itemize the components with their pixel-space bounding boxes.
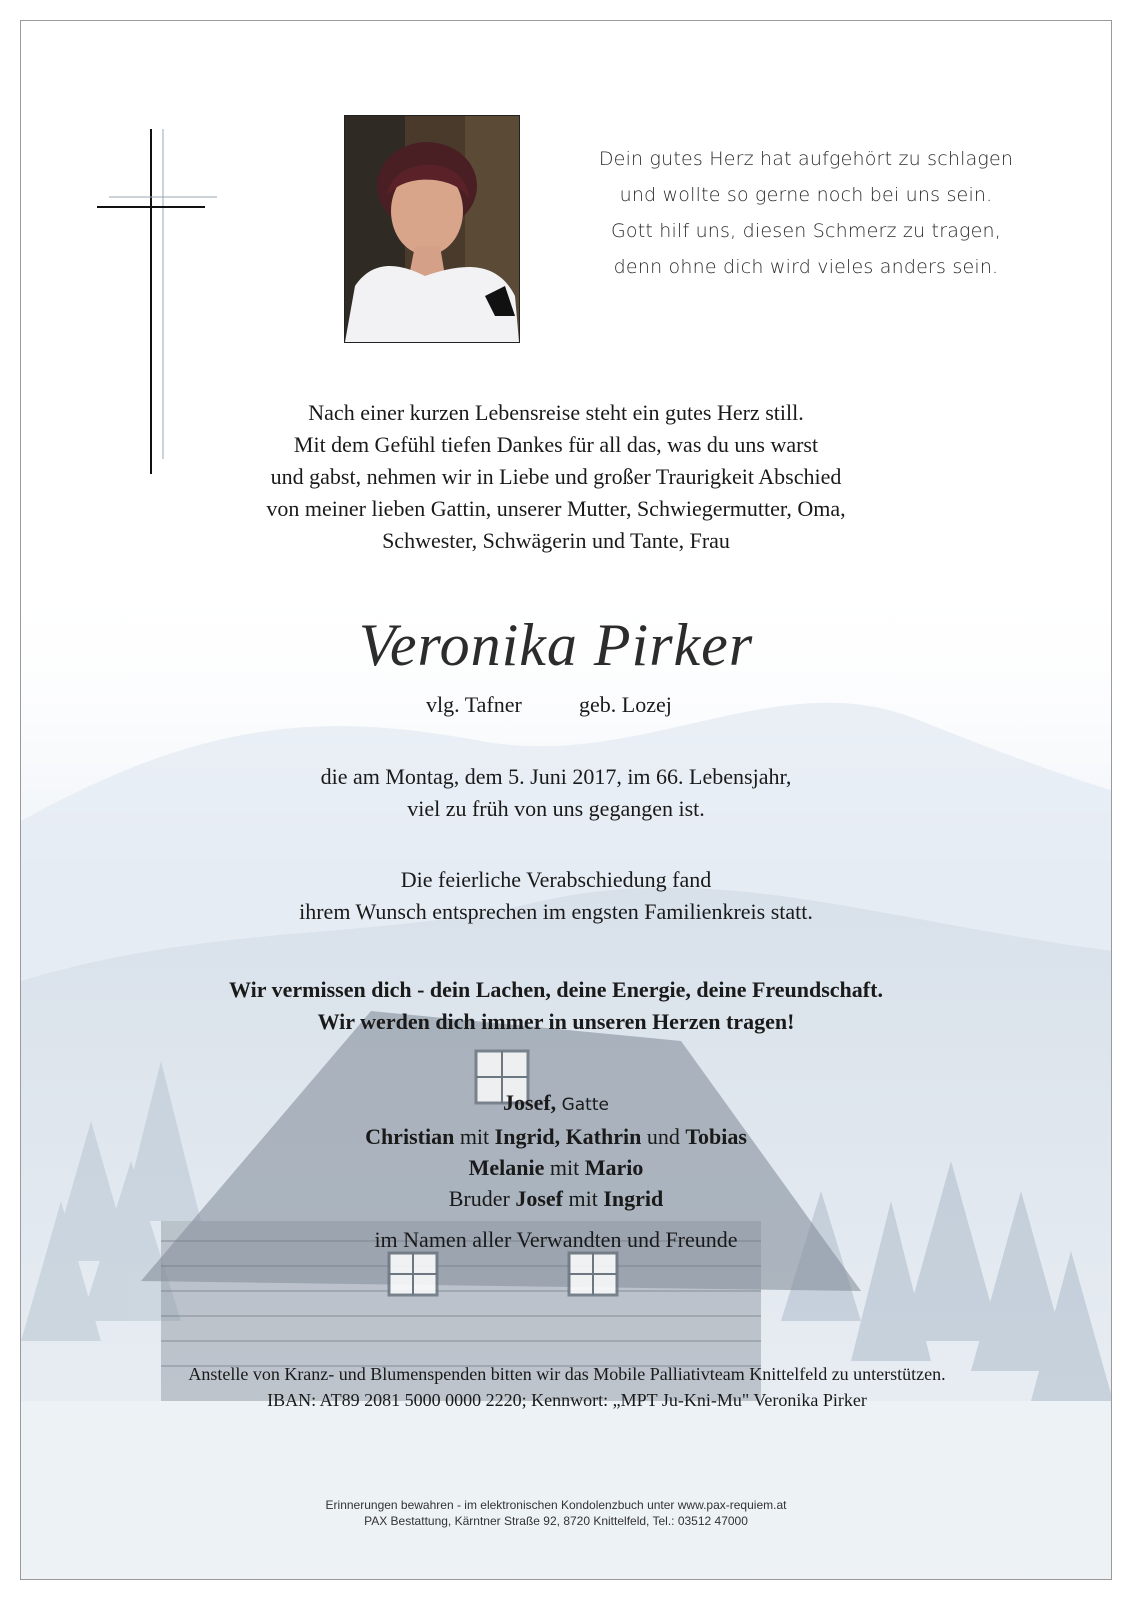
family-relation: Bruder	[448, 1186, 516, 1211]
footer-line: Erinnerungen bewahren - im elektronischen Kondolenzbuch unter www.pax-requiem.at	[325, 1498, 787, 1512]
intro-line: Schwester, Schwägerin und Tante, Frau	[382, 528, 730, 553]
family-relation: Gatte	[556, 1095, 609, 1115]
footer	[121, 1497, 991, 1529]
family-name: Tobias	[685, 1124, 747, 1149]
vulgo-name: vlg. Tafner	[426, 692, 522, 717]
footer-line: PAX Bestattung, Kärntner Straße 92, 8720 Knittelfeld, Tel.: 03512 47000	[364, 1514, 748, 1528]
family-connector: mit	[544, 1155, 585, 1180]
tribute-text	[81, 974, 1031, 1038]
family-line	[121, 1121, 991, 1152]
family-connector: mit	[454, 1124, 495, 1149]
donation-line: IBAN: AT89 2081 5000 0000 2220; Kennwort: „MPT Ju-Kni-Mu" Veronika Pirker	[267, 1390, 867, 1410]
intro-text	[121, 397, 991, 557]
ceremony-line: Die feierliche Verabschiedung fand	[400, 867, 712, 892]
poem-line: Dein gutes Herz hat aufgehört zu schlagen	[598, 148, 1014, 170]
intro-line: und gabst, nehmen wir in Liebe und großer Traurigkeit Abschied	[270, 464, 842, 489]
tribute-line: Wir werden dich immer in unseren Herzen tragen!	[317, 1009, 795, 1034]
intro-line: Nach einer kurzen Lebensreise steht ein gutes Herz still.	[308, 400, 804, 425]
death-line: die am Montag, dem 5. Juni 2017, im 66. Lebensjahr,	[320, 764, 792, 789]
poem	[596, 141, 1016, 285]
family-name: Christian	[365, 1124, 455, 1149]
poem-line: Gott hilf uns, diesen Schmerz zu tragen,	[610, 220, 1002, 242]
poem-line: denn ohne dich wird vieles anders sein.	[613, 256, 999, 278]
family-name: Josef	[515, 1186, 563, 1211]
death-notice	[121, 761, 991, 825]
family-name: Mario	[584, 1155, 644, 1180]
family-closing: im Namen aller Verwandten und Freunde	[374, 1227, 738, 1252]
tribute-line: Wir vermissen dich - dein Lachen, deine Energie, deine Freundschaft.	[229, 977, 883, 1002]
family-name: Melanie	[468, 1155, 545, 1180]
family-name: Ingrid, Kathrin	[494, 1124, 642, 1149]
family-connector: und	[641, 1124, 686, 1149]
family-list	[121, 1087, 991, 1214]
intro-line: Mit dem Gefühl tiefen Dankes für all das, was du uns warst	[293, 432, 819, 457]
donation-line: Anstelle von Kranz- und Blumenspenden bitten wir das Mobile Palliativteam Knittelfeld zu unterstützen.	[188, 1364, 946, 1384]
family-line	[121, 1152, 991, 1183]
ceremony-line: ihrem Wunsch entsprechen im engsten Familienkreis statt.	[299, 899, 813, 924]
donation-notice	[31, 1361, 1103, 1413]
poem-line: und wollte so gerne noch bei uns sein.	[619, 184, 993, 206]
deceased-name: Veronika Pirker	[358, 612, 754, 678]
family-name: Josef,	[503, 1090, 557, 1115]
birth-name: geb. Lozej	[579, 692, 672, 717]
obituary-card	[20, 20, 1112, 1580]
death-line: viel zu früh von uns gegangen ist.	[407, 796, 705, 821]
portrait-photo	[344, 115, 520, 343]
ceremony-notice	[121, 864, 991, 928]
family-name: Ingrid	[603, 1186, 664, 1211]
family-line	[121, 1087, 991, 1121]
intro-line: von meiner lieben Gattin, unserer Mutter, Schwiegermutter, Oma,	[266, 496, 846, 521]
family-line	[121, 1183, 991, 1214]
family-connector: mit	[562, 1186, 604, 1211]
